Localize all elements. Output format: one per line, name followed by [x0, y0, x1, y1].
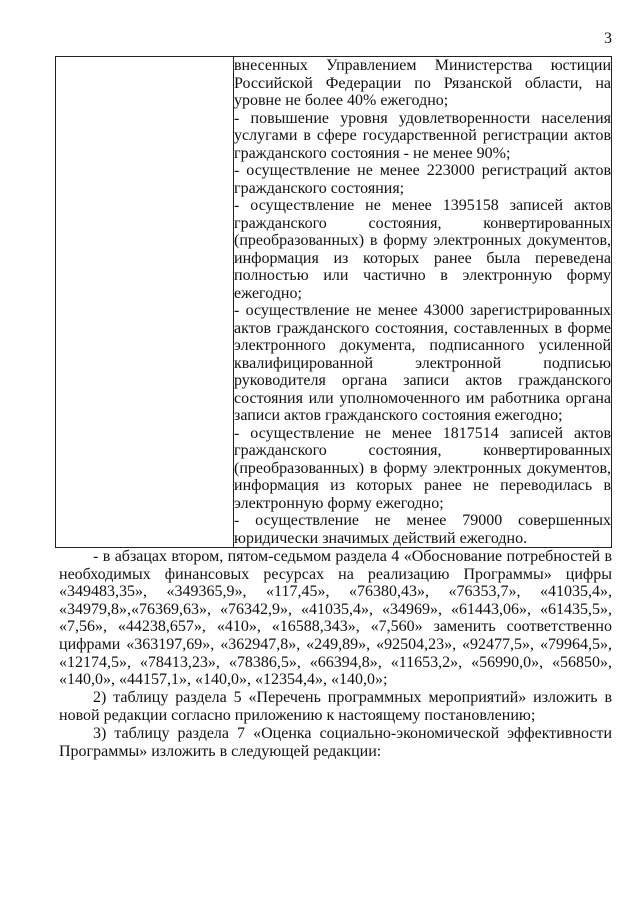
indicator-item: внесенных Управлением Министерства юстиции Российской Федерации по Рязанской области, на уровне не более 40% ежегодно;	[234, 57, 611, 109]
table-row	[56, 57, 612, 548]
body-paragraph: 3) таблицу раздела 7 «Оценка социально-экономической эффективности Программы» изложить в следующей редакции:	[59, 724, 612, 760]
indicators-table	[55, 56, 612, 548]
table-right-cell	[234, 57, 612, 548]
body-paragraph: - в абзацах втором, пятом-седьмом раздела 4 «Обоснование потребностей в необходимых финансовых ресурсах на реализацию Программы» цифры «349483,35», «349365,9», «117,45», «76380,43», «76353,7», «41035,4», «34979,8»,«76369,63», «76342,9», «41035,4», «34969», «61443,06», «61435,5», «7,56», «44238,657», «410», «16588,343», «7,560» заменить соответственно цифрами «363197,69», «362947,8», «249,89», «92504,23», «92477,5», «79964,5», «12174,5», «78413,23», «78386,5», «66394,8», «11653,2», «56990,0», «56850», «140,0», «44157,1», «140,0», «12354,4», «140,0»;	[59, 548, 612, 689]
indicator-item: - осуществление не менее 43000 зарегистрированных актов гражданского состояния, составленных в форме электронного документа, подписанного усиленной квалифицированной электронной подписью руководителя органа записи актов гражданского состояния или уполномоченного им работника органа записи актов гражданского состояния ежегодно;	[234, 302, 611, 424]
indicators-list	[234, 57, 611, 547]
table-left-cell	[56, 57, 234, 548]
document-body	[59, 548, 612, 760]
body-paragraph: 2) таблицу раздела 5 «Перечень программных мероприятий» изложить в новой редакции согласно приложению к настоящему постановлению;	[59, 689, 612, 724]
indicator-item: - осуществление не менее 1817514 записей актов гражданского состояния, конвертированных (преобразованных) в форму электронных документов, информация из которых ранее не переводилась в электронную форму ежегодно;	[234, 424, 611, 512]
indicator-item: - осуществление не менее 223000 регистраций актов гражданского состояния;	[234, 162, 611, 197]
indicator-item: - повышение уровня удовлетворенности населения услугами в сфере государственной регистрации актов гражданского состояния - не менее 90%;	[234, 109, 611, 162]
indicator-item: - осуществление не менее 79000 совершенных юридически значимых действий ежегодно.	[234, 512, 611, 547]
indicator-item: - осуществление не менее 1395158 записей актов гражданского состояния, конвертированных (преобразованных) в форму электронных документов, информация из которых ранее была переведена полностью или частично в электронную форму ежегодно;	[234, 197, 611, 302]
page-number: 3	[604, 30, 612, 47]
